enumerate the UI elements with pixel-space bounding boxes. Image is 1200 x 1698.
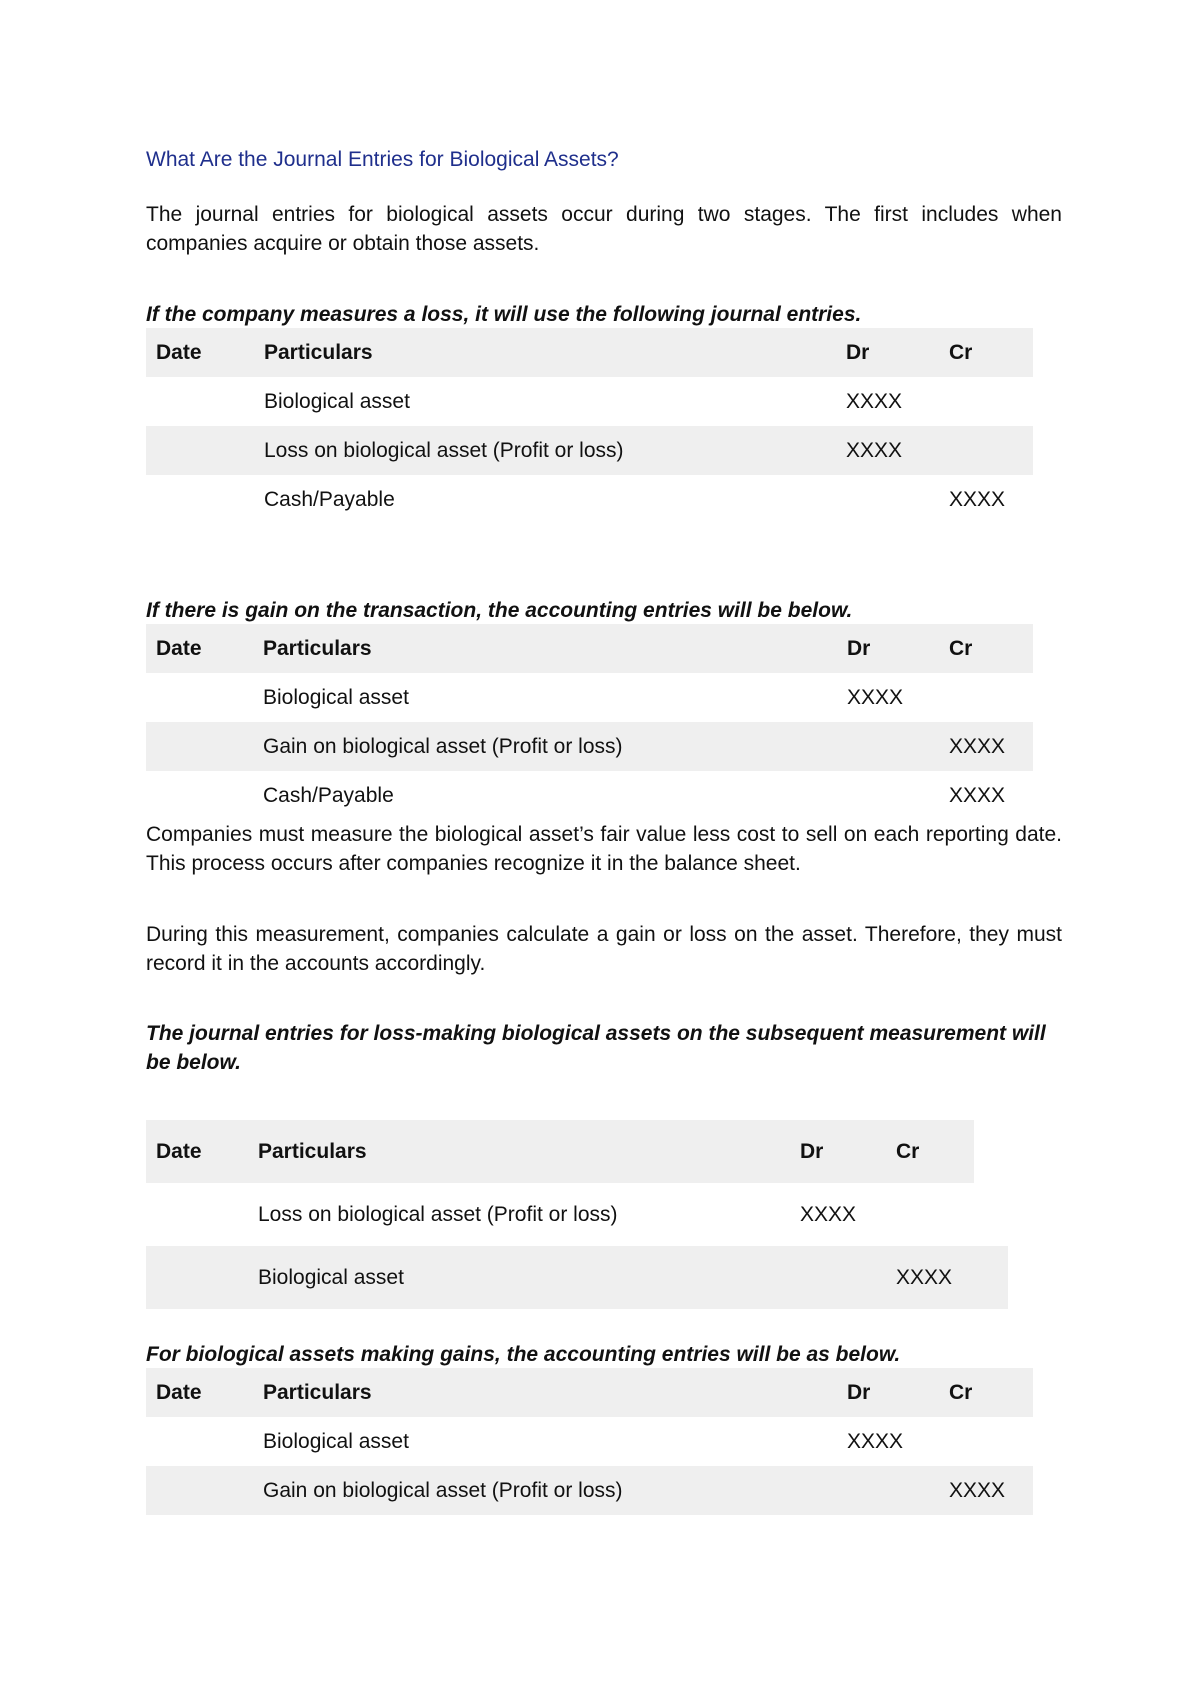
dr-cell: XXXX (847, 1429, 904, 1453)
cr-header: Cr (886, 1120, 1008, 1183)
table-row (146, 673, 1033, 722)
particulars-cell: Biological asset (248, 1246, 790, 1309)
loss-entries-lead: If the company measures a loss, it will use the following journal entries. (146, 303, 862, 326)
date-cell (146, 771, 253, 820)
date-cell (146, 1466, 253, 1515)
particulars-header: Particulars (253, 1368, 837, 1417)
gain-subsequent-lead: For biological assets making gains, the accounting entries will be as below. (146, 1343, 901, 1366)
cr-header: Cr (939, 328, 1033, 377)
table-row (146, 475, 1033, 524)
table-row (146, 1466, 1033, 1515)
date-cell (146, 1183, 248, 1246)
cr-cell: XXXX (939, 722, 1033, 771)
dr-header: Dr (836, 328, 939, 377)
table-header-row (146, 624, 1033, 673)
particulars-cell: Cash/Payable (264, 487, 395, 511)
cr-cell (939, 1417, 1033, 1466)
dr-cell (837, 722, 939, 771)
gain-entries-lead: If there is gain on the transaction, the accounting entries will be below. (146, 599, 853, 622)
dr-cell (837, 771, 939, 820)
table-row (146, 1183, 1008, 1246)
dr-cell: XXXX (800, 1202, 857, 1226)
subsequent-loss-table (146, 1120, 1008, 1309)
document-heading: What Are the Journal Entries for Biological Assets? (146, 148, 619, 171)
date-cell (146, 426, 254, 475)
table-row (146, 722, 1033, 771)
cr-cell: XXXX (939, 1466, 1033, 1515)
particulars-cell: Gain on biological asset (Profit or loss) (253, 722, 837, 771)
dr-cell: XXXX (846, 389, 903, 413)
table-row (146, 426, 1033, 475)
dr-header: Dr (837, 1368, 939, 1417)
dr-cell (836, 475, 939, 524)
cr-cell: XXXX (949, 783, 1006, 807)
dr-cell (837, 1466, 939, 1515)
cr-cell: XXXX (949, 487, 1006, 511)
table-row (146, 1417, 1033, 1466)
cr-cell (939, 673, 1033, 722)
particulars-header: Particulars (254, 328, 836, 377)
date-cell (146, 475, 254, 524)
subsequent-gain-table (146, 1368, 1033, 1515)
particulars-cell: Gain on biological asset (Profit or loss) (253, 1466, 837, 1515)
dr-cell (790, 1246, 886, 1309)
table-header-row (146, 1368, 1033, 1417)
dr-cell: XXXX (836, 426, 939, 475)
date-cell (146, 1246, 248, 1309)
intro-paragraph: The journal entries for biological assets occur during two stages. The first includes when companies acquire or obtain those assets. (146, 203, 1062, 255)
date-cell (146, 377, 254, 426)
particulars-cell: Loss on biological asset (Profit or loss) (254, 426, 836, 475)
dr-header: Dr (790, 1120, 886, 1183)
particulars-cell: Loss on biological asset (Profit or loss) (258, 1202, 618, 1226)
cr-cell (939, 426, 1033, 475)
particulars-cell: Biological asset (264, 389, 410, 413)
table-row (146, 771, 1033, 820)
particulars-cell: Biological asset (263, 685, 409, 709)
dr-header: Dr (837, 624, 939, 673)
loss-journal-table (146, 328, 1033, 524)
date-cell (146, 1417, 253, 1466)
cr-header: Cr (939, 1368, 1033, 1417)
table-header-row (146, 328, 1033, 377)
particulars-header: Particulars (248, 1120, 790, 1183)
date-cell (146, 722, 253, 771)
date-cell (146, 673, 253, 722)
table-row (146, 1246, 1008, 1309)
cr-cell (886, 1183, 1008, 1246)
gain-journal-table (146, 624, 1033, 820)
table-header-row (146, 1120, 1008, 1183)
particulars-cell: Cash/Payable (263, 783, 394, 807)
date-header: Date (146, 1120, 248, 1183)
cr-cell: XXXX (886, 1246, 1008, 1309)
particulars-cell: Biological asset (263, 1429, 409, 1453)
table-row (146, 377, 1033, 426)
during-measurement-paragraph: During this measurement, companies calculate a gain or loss on the asset. Therefore, they must record it in the accounts accordingly. (146, 923, 1062, 975)
cr-cell (939, 377, 1033, 426)
particulars-header: Particulars (253, 624, 837, 673)
subsequent-loss-lead: The journal entries for loss-making biological assets on the subsequent measurement will be below. (146, 1022, 1046, 1074)
date-header: Date (146, 624, 253, 673)
measurement-paragraph: Companies must measure the biological asset’s fair value less cost to sell on each reporting date. This process occurs after companies recognize it in the balance sheet. (146, 823, 1062, 875)
cr-header: Cr (939, 624, 1033, 673)
date-header: Date (146, 1368, 253, 1417)
dr-cell: XXXX (847, 685, 904, 709)
date-header: Date (146, 328, 254, 377)
